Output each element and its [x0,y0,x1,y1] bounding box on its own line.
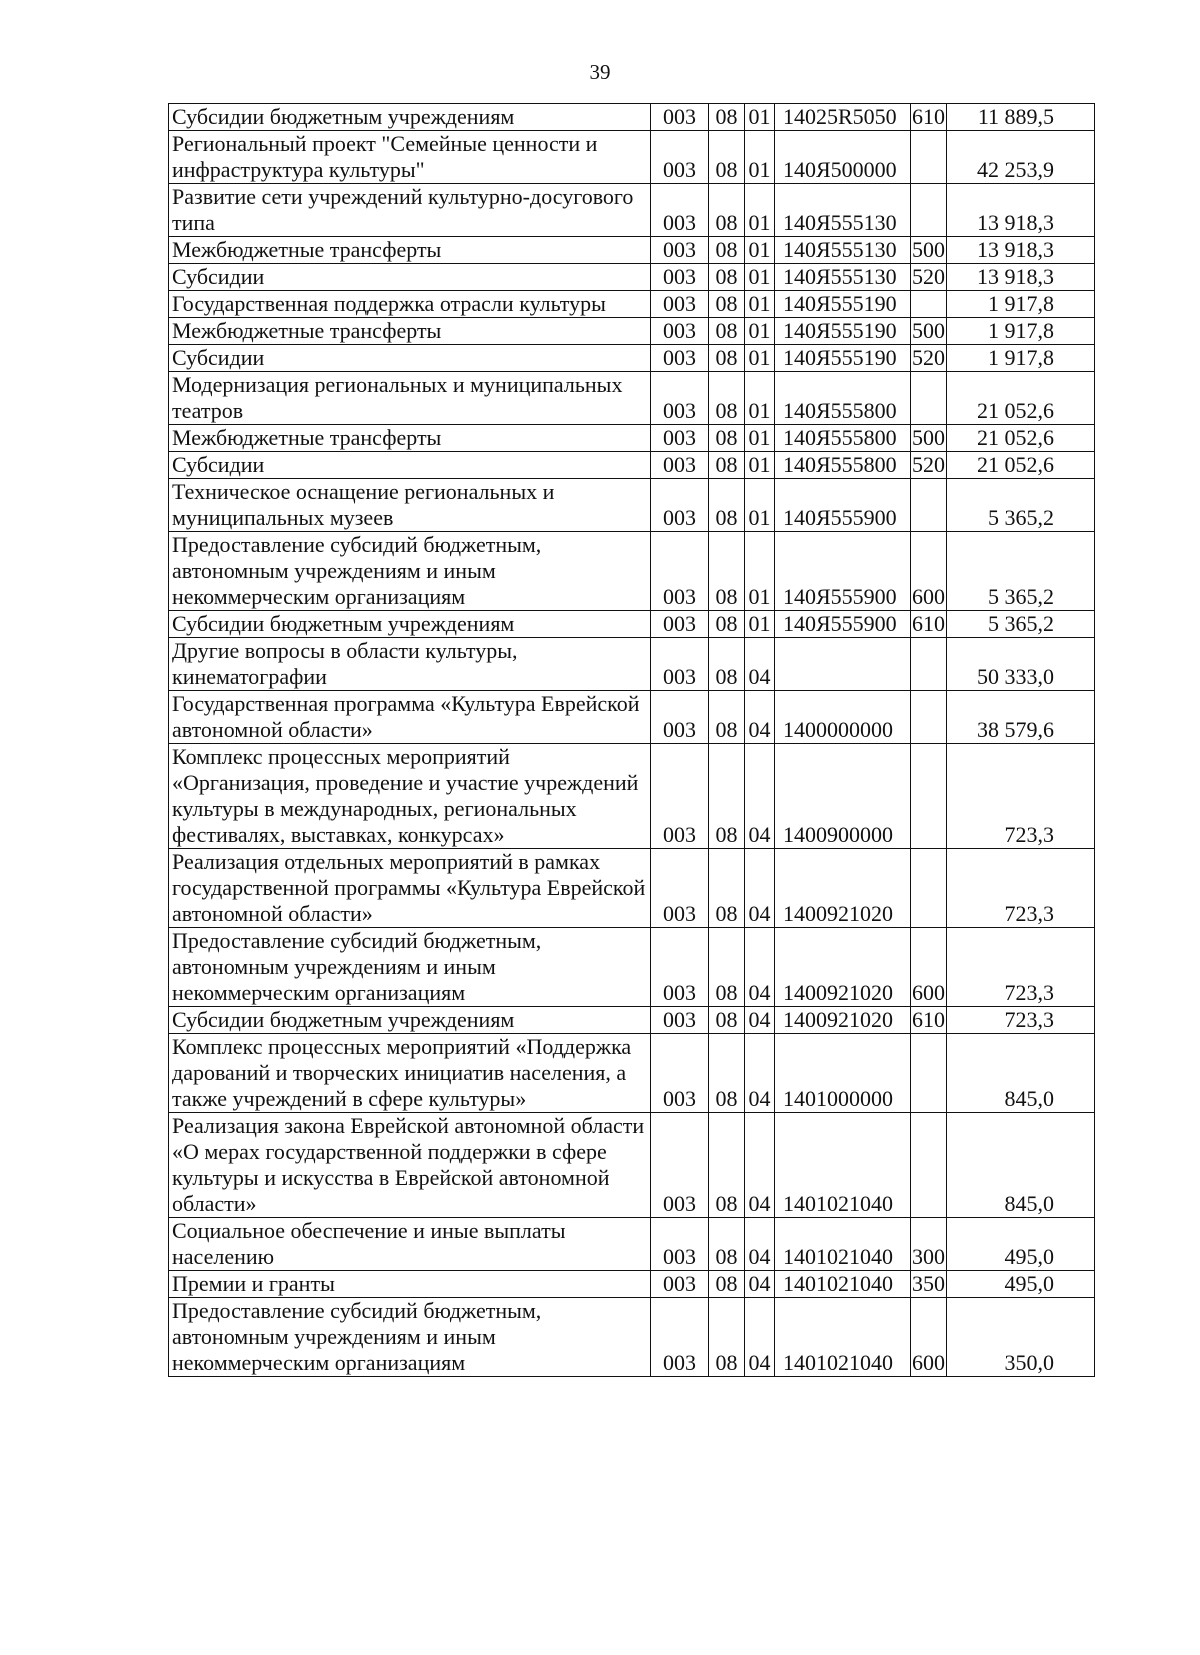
row-name-cell: Предоставление субсидий бюджетным, автономным учреждениям и иным некоммерческим организациям [169,532,651,611]
table-row [169,425,1095,452]
subsection-code-cell: 04 [745,691,775,744]
section-code-cell: 08 [709,479,745,532]
target-article-code-cell: 140Я555190 [775,291,911,318]
row-name-cell: Региональный проект "Семейные ценности и инфраструктура культуры" [169,131,651,184]
target-article-code-cell: 1401021040 [775,1271,911,1298]
section-code-cell: 08 [709,1218,745,1271]
target-article-code-cell: 140Я555900 [775,611,911,638]
amount-cell: 495,0 [947,1271,1095,1298]
section-code-cell: 08 [709,1113,745,1218]
table-row [169,532,1095,611]
amount-cell: 11 889,5 [947,104,1095,131]
subsection-code-cell: 01 [745,264,775,291]
section-code-cell: 08 [709,1298,745,1377]
expense-kind-code-cell [911,131,947,184]
target-article-code-cell: 1401021040 [775,1298,911,1377]
subsection-code-cell: 01 [745,425,775,452]
section-code-cell: 08 [709,452,745,479]
expense-kind-code-cell [911,1034,947,1113]
section-code-cell: 08 [709,611,745,638]
expense-kind-code-cell [911,638,947,691]
target-article-code-cell: 140Я555130 [775,184,911,237]
ministry-code-cell: 003 [651,744,709,849]
section-code-cell: 08 [709,638,745,691]
expense-kind-code-cell: 600 [911,1298,947,1377]
expense-kind-code-cell [911,184,947,237]
row-name-cell: Предоставление субсидий бюджетным, автономным учреждениям и иным некоммерческим организациям [169,1298,651,1377]
target-article-code-cell: 1401021040 [775,1218,911,1271]
ministry-code-cell: 003 [651,1218,709,1271]
target-article-code-cell: 140Я555900 [775,479,911,532]
target-article-code-cell: 140Я555800 [775,452,911,479]
ministry-code-cell: 003 [651,318,709,345]
amount-cell: 845,0 [947,1113,1095,1218]
expense-kind-code-cell [911,291,947,318]
table-row [169,104,1095,131]
target-article-code-cell: 14025R5050 [775,104,911,131]
subsection-code-cell: 01 [745,345,775,372]
section-code-cell: 08 [709,291,745,318]
subsection-code-cell: 04 [745,1271,775,1298]
subsection-code-cell: 01 [745,131,775,184]
row-name-cell: Реализация закона Еврейской автономной области «О мерах государственной поддержки в сфере культуры и искусства в Еврейской автономной области» [169,1113,651,1218]
ministry-code-cell: 003 [651,1298,709,1377]
table-row [169,1007,1095,1034]
page-number: 39 [589,60,611,84]
row-name-cell: Государственная поддержка отрасли культуры [169,291,651,318]
expense-kind-code-cell: 350 [912,1271,945,1296]
target-article-code-cell: 1400921020 [775,849,911,928]
ministry-code-cell: 003 [651,1113,709,1218]
section-code-cell: 08 [709,184,745,237]
subsection-code-cell: 01 [745,452,775,479]
subsection-code-cell: 01 [745,372,775,425]
table-row [169,1034,1095,1113]
row-name-cell: Субсидии бюджетным учреждениям [169,611,651,638]
table-row [169,184,1095,237]
amount-cell: 21 052,6 [947,452,1095,479]
table-row [169,928,1095,1007]
target-article-code-cell: 1400921020 [775,1007,911,1034]
ministry-code-cell: 003 [651,479,709,532]
row-name-cell: Субсидии [169,264,651,291]
table-row [169,1218,1095,1271]
table-row [169,291,1095,318]
expense-kind-code-cell: 500 [912,318,945,343]
section-code-cell: 08 [709,744,745,849]
expense-kind-code-cell [911,479,947,532]
section-code-cell: 08 [709,264,745,291]
section-code-cell: 08 [709,691,745,744]
amount-cell: 21 052,6 [947,372,1095,425]
expense-kind-code-cell: 610 [912,611,945,636]
amount-cell: 495,0 [947,1218,1095,1271]
subsection-code-cell: 01 [745,237,775,264]
subsection-code-cell: 04 [745,849,775,928]
section-code-cell: 08 [709,425,745,452]
subsection-code-cell: 01 [745,532,775,611]
target-article-code-cell: 1401000000 [775,1034,911,1113]
table-row [169,479,1095,532]
section-code-cell: 08 [709,1007,745,1034]
ministry-code-cell: 003 [651,928,709,1007]
ministry-code-cell: 003 [651,345,709,372]
ministry-code-cell: 003 [651,237,709,264]
expense-kind-code-cell: 520 [912,345,945,370]
amount-cell: 1 917,8 [947,291,1095,318]
section-code-cell: 08 [709,532,745,611]
ministry-code-cell: 003 [651,372,709,425]
section-code-cell: 08 [709,131,745,184]
ministry-code-cell: 003 [651,1034,709,1113]
expense-kind-code-cell: 300 [911,1218,947,1271]
row-name-cell: Комплекс процессных мероприятий «Организация, проведение и участие учреждений культуры в международных, региональных фестивалях, выставках, конкурсах» [169,744,651,849]
target-article-code-cell [775,638,911,691]
row-name-cell: Государственная программа «Культура Еврейской автономной области» [169,691,651,744]
target-article-code-cell: 140Я555800 [775,372,911,425]
target-article-code-cell: 1401021040 [775,1113,911,1218]
row-name-cell: Комплекс процессных мероприятий «Поддержка дарований и творческих инициатив населения, а также учреждений в сфере культуры» [169,1034,651,1113]
section-code-cell: 08 [709,849,745,928]
expense-kind-code-cell: 500 [912,237,945,262]
ministry-code-cell: 003 [651,131,709,184]
expense-kind-code-cell [911,849,947,928]
table-row [169,1113,1095,1218]
target-article-code-cell: 140Я555130 [775,264,911,291]
amount-cell: 50 333,0 [947,638,1095,691]
table-row [169,452,1095,479]
table-body [169,104,1095,1377]
expense-kind-code-cell [911,744,947,849]
row-name-cell: Субсидии [169,345,651,372]
row-name-cell: Другие вопросы в области культуры, кинематографии [169,638,651,691]
ministry-code-cell: 003 [651,452,709,479]
ministry-code-cell: 003 [651,611,709,638]
row-name-cell: Субсидии бюджетным учреждениям [169,1007,651,1034]
row-name-cell: Техническое оснащение региональных и муниципальных музеев [169,479,651,532]
table-row [169,691,1095,744]
target-article-code-cell: 140Я555800 [775,425,911,452]
expense-kind-code-cell: 610 [912,104,945,129]
ministry-code-cell: 003 [651,1271,709,1298]
table-row [169,849,1095,928]
amount-cell: 1 917,8 [947,318,1095,345]
amount-cell: 21 052,6 [947,425,1095,452]
section-code-cell: 08 [709,237,745,264]
row-name-cell: Субсидии [169,452,651,479]
table-row [169,131,1095,184]
subsection-code-cell: 04 [745,744,775,849]
expense-kind-code-cell: 600 [911,928,947,1007]
expense-kind-code-cell [911,1113,947,1218]
table-row [169,744,1095,849]
subsection-code-cell: 04 [745,638,775,691]
row-name-cell: Межбюджетные трансферты [169,318,651,345]
amount-cell: 5 365,2 [947,479,1095,532]
expense-kind-code-cell: 520 [912,264,945,289]
row-name-cell: Развитие сети учреждений культурно-досугового типа [169,184,651,237]
table-row [169,1271,1095,1298]
row-name-cell: Социальное обеспечение и иные выплаты населению [169,1218,651,1271]
amount-cell: 42 253,9 [947,131,1095,184]
subsection-code-cell: 01 [745,104,775,131]
subsection-code-cell: 04 [745,1113,775,1218]
target-article-code-cell: 140Я500000 [775,131,911,184]
amount-cell: 723,3 [947,1007,1095,1034]
row-name-cell: Межбюджетные трансферты [169,237,651,264]
section-code-cell: 08 [709,928,745,1007]
subsection-code-cell: 04 [745,928,775,1007]
amount-cell: 13 918,3 [947,184,1095,237]
target-article-code-cell: 1400900000 [775,744,911,849]
section-code-cell: 08 [709,104,745,131]
amount-cell: 723,3 [947,928,1095,1007]
subsection-code-cell: 01 [745,479,775,532]
amount-cell: 13 918,3 [947,237,1095,264]
expense-kind-code-cell: 500 [912,425,945,450]
section-code-cell: 08 [709,345,745,372]
target-article-code-cell: 1400921020 [775,928,911,1007]
amount-cell: 5 365,2 [947,611,1095,638]
amount-cell: 5 365,2 [947,532,1095,611]
section-code-cell: 08 [709,1271,745,1298]
subsection-code-cell: 01 [745,184,775,237]
budget-table [168,103,1095,1377]
subsection-code-cell: 01 [745,611,775,638]
subsection-code-cell: 04 [745,1007,775,1034]
row-name-cell: Модернизация региональных и муниципальных театров [169,372,651,425]
expense-kind-code-cell [911,691,947,744]
target-article-code-cell: 140Я555190 [775,318,911,345]
amount-cell: 723,3 [947,849,1095,928]
amount-cell: 13 918,3 [947,264,1095,291]
subsection-code-cell: 04 [745,1298,775,1377]
target-article-code-cell: 140Я555190 [775,345,911,372]
amount-cell: 38 579,6 [947,691,1095,744]
section-code-cell: 08 [709,372,745,425]
expense-kind-code-cell [911,372,947,425]
ministry-code-cell: 003 [651,532,709,611]
table-row [169,318,1095,345]
expense-kind-code-cell: 610 [912,1007,945,1032]
table-row [169,345,1095,372]
target-article-code-cell: 1400000000 [775,691,911,744]
ministry-code-cell: 003 [651,104,709,131]
table-row [169,264,1095,291]
row-name-cell: Реализация отдельных мероприятий в рамках государственной программы «Культура Еврейской автономной области» [169,849,651,928]
subsection-code-cell: 01 [745,291,775,318]
ministry-code-cell: 003 [651,1007,709,1034]
ministry-code-cell: 003 [651,184,709,237]
amount-cell: 845,0 [947,1034,1095,1113]
ministry-code-cell: 003 [651,638,709,691]
section-code-cell: 08 [709,318,745,345]
ministry-code-cell: 003 [651,425,709,452]
target-article-code-cell: 140Я555900 [775,532,911,611]
subsection-code-cell: 04 [745,1218,775,1271]
subsection-code-cell: 01 [745,318,775,345]
expense-kind-code-cell: 520 [912,452,945,477]
amount-cell: 350,0 [947,1298,1095,1377]
table-row [169,237,1095,264]
ministry-code-cell: 003 [651,291,709,318]
table-row [169,372,1095,425]
subsection-code-cell: 04 [745,1034,775,1113]
ministry-code-cell: 003 [651,264,709,291]
target-article-code-cell: 140Я555130 [775,237,911,264]
table-row [169,611,1095,638]
expense-kind-code-cell: 600 [911,532,947,611]
row-name-cell: Премии и гранты [169,1271,651,1298]
amount-cell: 1 917,8 [947,345,1095,372]
section-code-cell: 08 [709,1034,745,1113]
row-name-cell: Предоставление субсидий бюджетным, автономным учреждениям и иным некоммерческим организациям [169,928,651,1007]
amount-cell: 723,3 [947,744,1095,849]
table-row [169,1298,1095,1377]
table-row [169,638,1095,691]
ministry-code-cell: 003 [651,849,709,928]
row-name-cell: Субсидии бюджетным учреждениям [169,104,651,131]
ministry-code-cell: 003 [651,691,709,744]
row-name-cell: Межбюджетные трансферты [169,425,651,452]
